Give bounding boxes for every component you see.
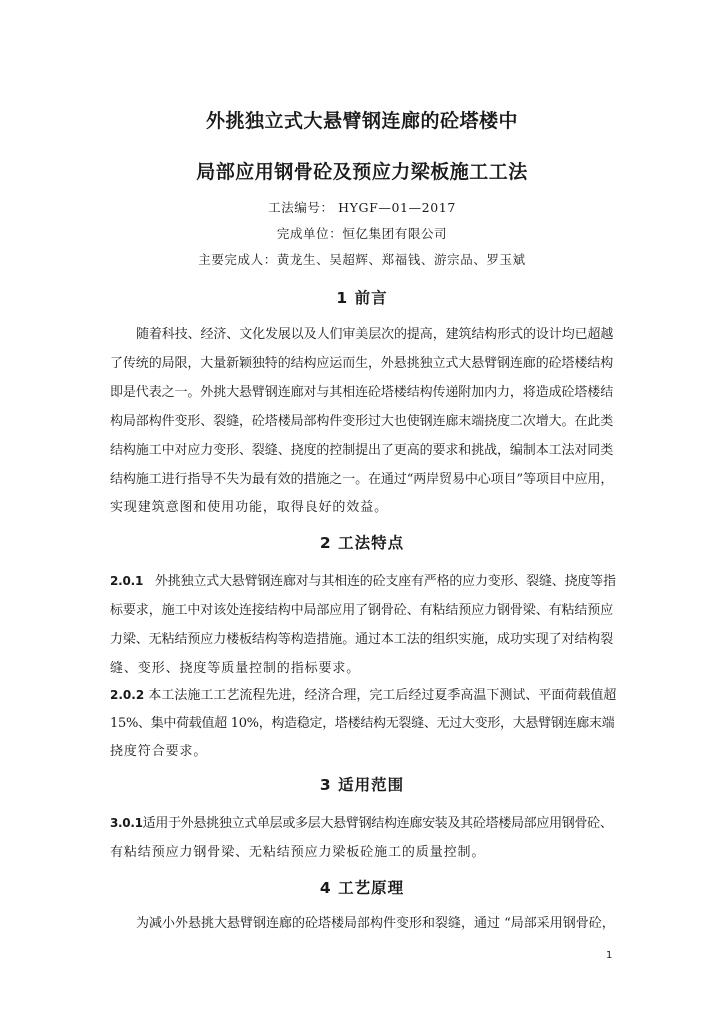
document-title-line-1: 外挑独立式大悬臂钢连廊的砼塔楼中	[205, 110, 518, 132]
completion-unit: 完成单位：恒亿集团有限公司	[276, 226, 448, 241]
clause-number: 3.0.1	[110, 816, 143, 830]
clause-text: 外挑独立式大悬臂钢连廊对与其相连的砼支座有严格的应力变形、裂缝、挠度等指	[154, 574, 616, 589]
clause-text: 本工法施工工艺流程先进，经济合理，完工后经过夏季高温下测试、平面荷载值超	[148, 688, 617, 703]
paragraph-line: 随着科技、经济、文化发展以及人们审美层次的提高，建筑结构形式的设计均已超越	[136, 327, 614, 342]
section-heading-4: 4 工艺原理	[319, 879, 405, 897]
paragraph-line	[110, 570, 616, 589]
clause-number: 2.0.1	[110, 574, 144, 588]
main-authors: 主要完成人：黄龙生、吴超辉、郑福钱、游宗品、罗玉斌	[198, 252, 526, 267]
section-heading-3: 3 适用范围	[319, 776, 405, 794]
paragraph-line: 即是代表之一。外挑大悬臂钢连廊对与其相连砼塔楼结构传递附加内力，将造成砼塔楼结	[110, 385, 614, 400]
paragraph-line: 挠度符合要求。	[110, 744, 208, 759]
paragraph-line: 力梁、无粘结预应力楼板结构等构造措施。通过本工法的组织实施，成功实现了对结构裂	[110, 632, 614, 647]
page-number: 1	[606, 950, 613, 961]
paragraph-line: 构局部构件变形、裂缝，砼塔楼局部构件变形过大也使钢连廊末端挠度二次增大。在此类	[110, 414, 614, 429]
method-code: 工法编号： HYGF—01—2017	[268, 200, 456, 215]
paragraph-line: 为减小外悬挑大悬臂钢连廊的砼塔楼局部构件变形和裂缝，通过 “局部采用钢骨砼，	[136, 916, 615, 931]
paragraph-line: 实现建筑意图和使用功能，取得良好的效益。	[110, 500, 389, 515]
paragraph-line: 标要求，施工中对该处连接结构中局部应用了钢骨砼、有粘结预应力钢骨梁、有粘结预应	[110, 603, 614, 618]
paragraph-line: 15%、集中荷载值超 10%，构造稳定，塔楼结构无裂缝、无过大变形，大悬臂钢连廊末端	[110, 716, 615, 731]
clause-number: 2.0.2	[110, 688, 145, 702]
paragraph-line	[110, 812, 616, 831]
paragraph-line	[110, 684, 616, 703]
paragraph-line: 结构施工中对应力变形、裂缝、挠度的控制提出了更高的要求和挑战，编制本工法对同类	[110, 443, 614, 458]
clause-text: 适用于外悬挑独立式单层或多层大悬臂钢结构连廊安装及其砼塔楼局部应用钢骨砼、	[142, 816, 613, 831]
paragraph-line: 了传统的局限，大量新颖独特的结构应运而生，外悬挑独立式大悬臂钢连廊的砼塔楼结构	[110, 356, 614, 371]
paragraph-line: 缝、变形、挠度等质量控制的指标要求。	[110, 661, 361, 676]
paragraph-line: 有粘结预应力钢骨梁、无粘结预应力梁板砼施工的质量控制。	[110, 845, 486, 860]
section-heading-2: 2 工法特点	[319, 534, 405, 552]
paragraph-line: 结构施工进行指导不失为最有效的措施之一。在通过“两岸贸易中心项目”等项目中应用，	[110, 472, 614, 487]
section-heading-1: 1 前言	[336, 289, 388, 307]
document-title-line-2: 局部应用钢骨砼及预应力梁板施工工法	[196, 161, 528, 183]
